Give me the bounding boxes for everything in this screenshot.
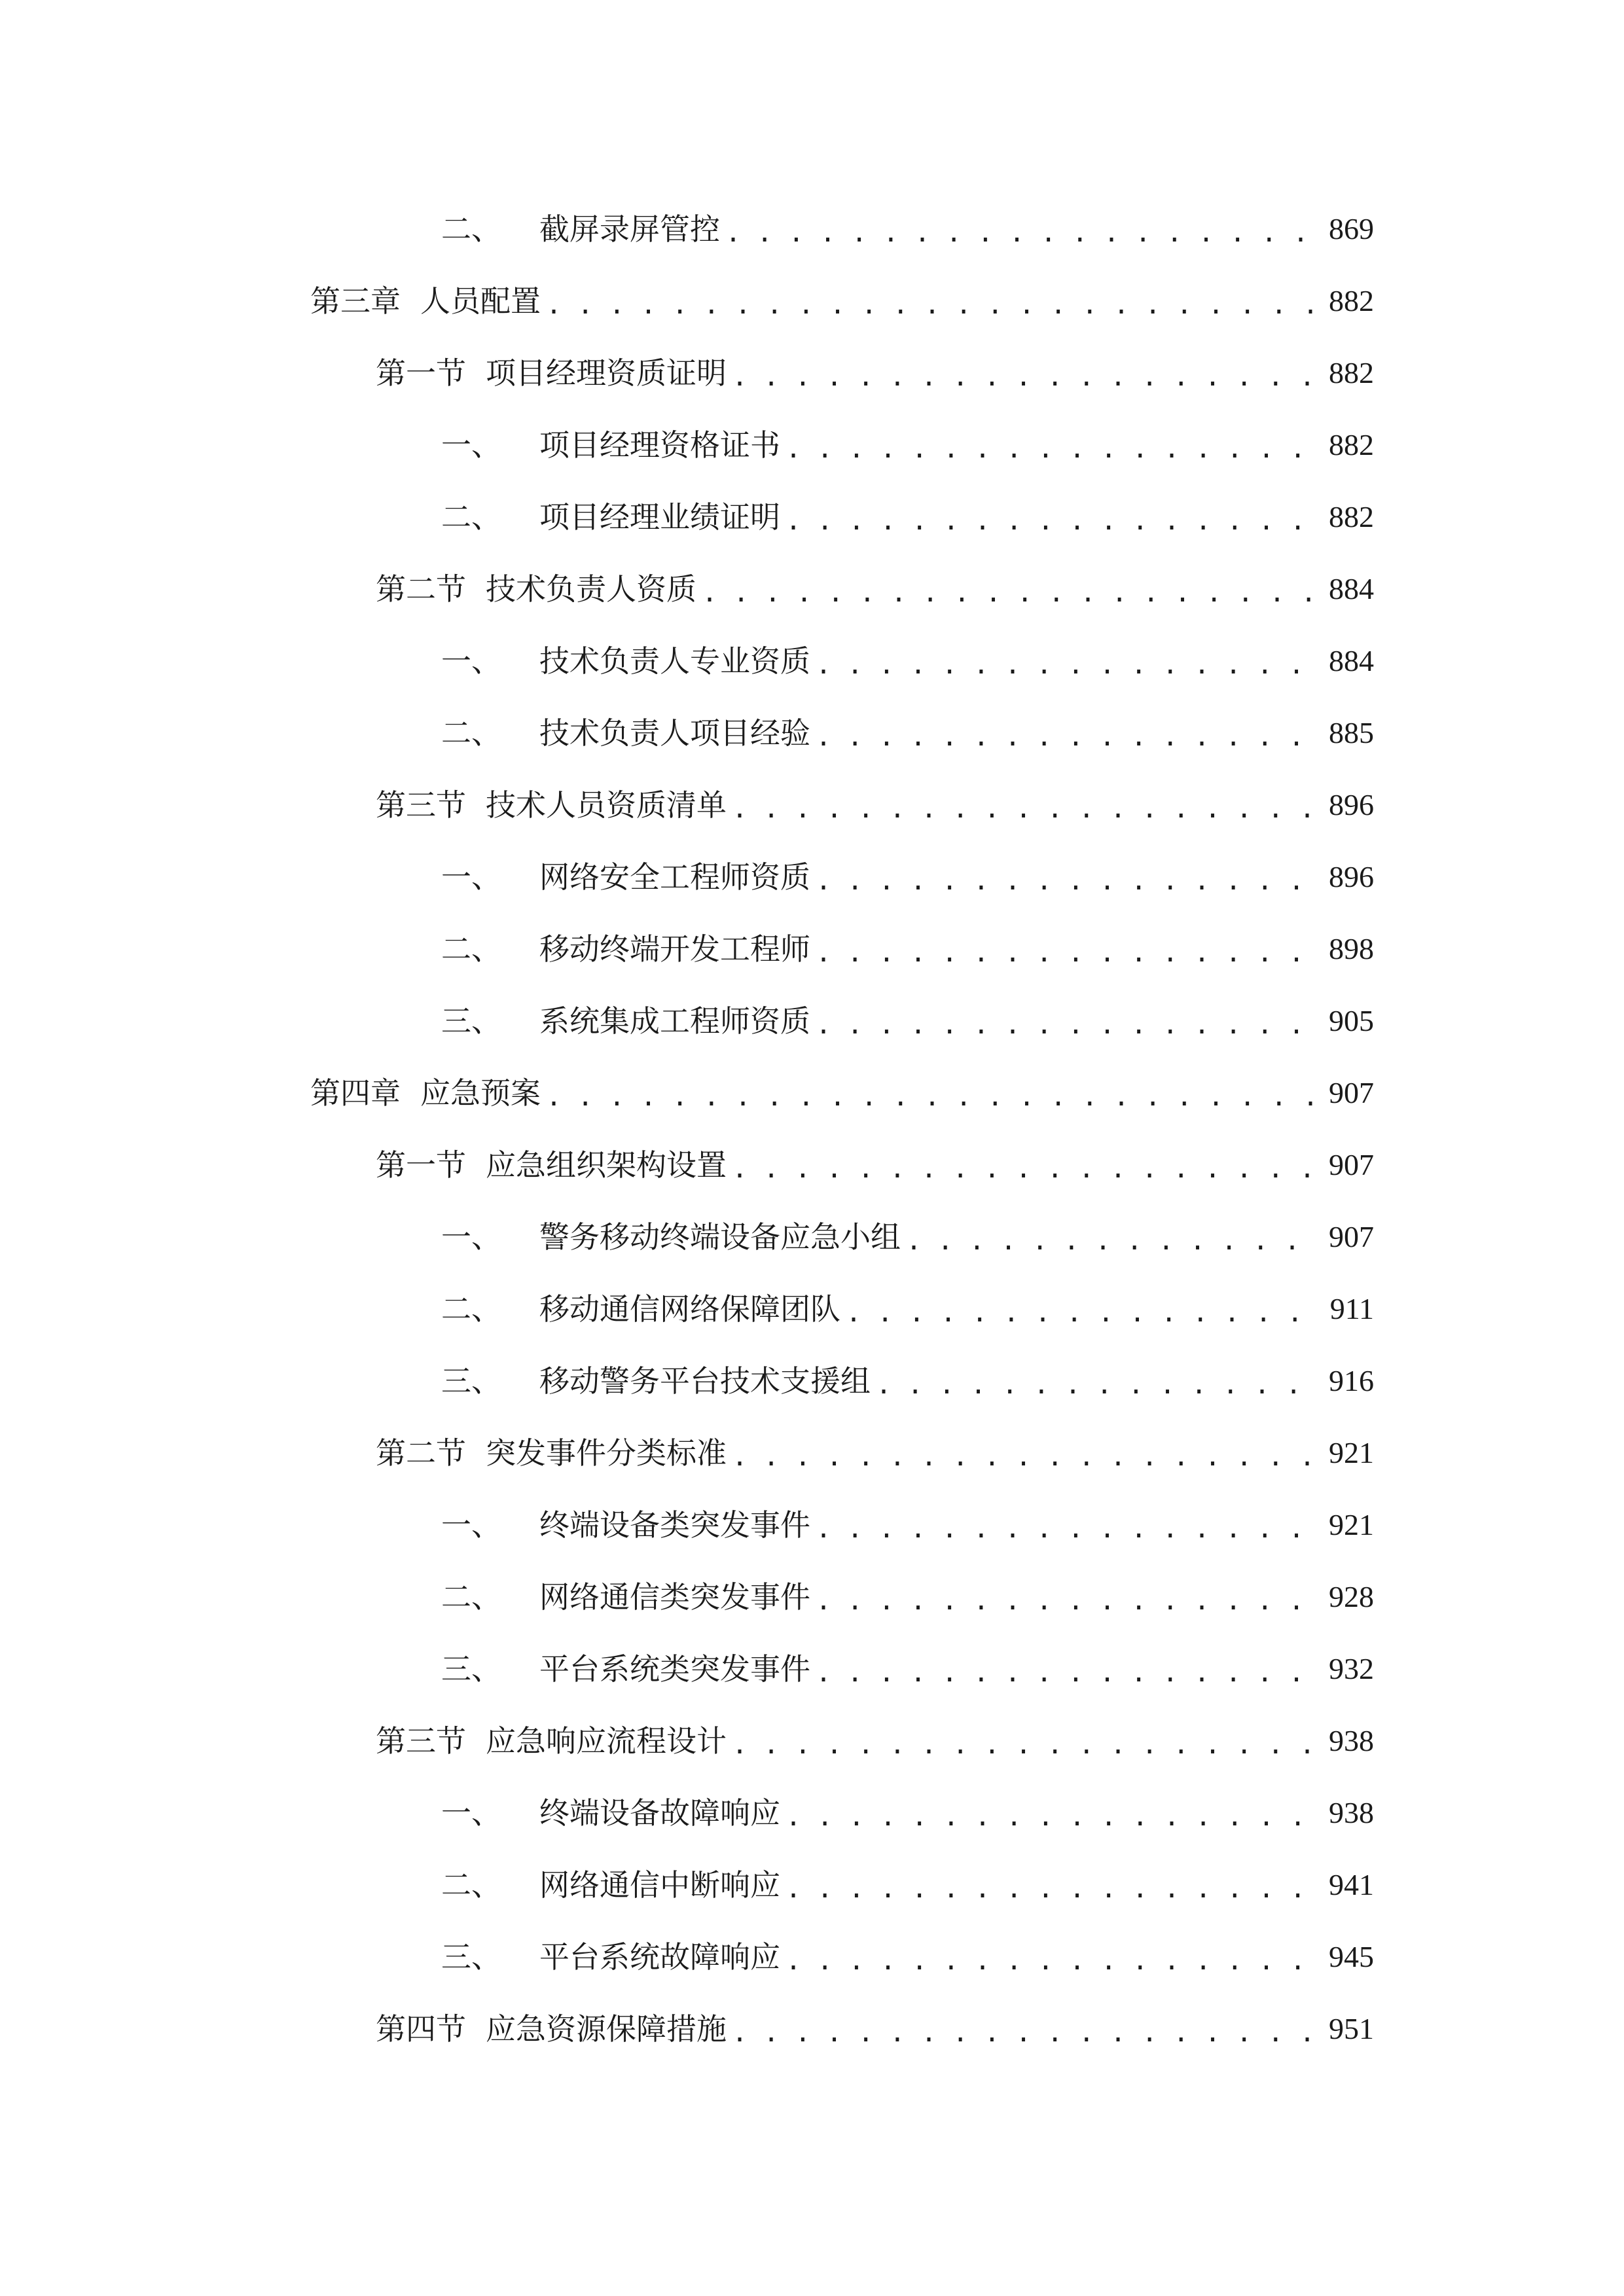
toc-entry-number: 第四节 <box>376 2011 466 2047</box>
toc-entry-page-number: 938 <box>1329 1724 1374 1757</box>
toc-entry-page-number: 898 <box>1329 932 1374 965</box>
toc-entry-title: 项目经理资质证明 <box>486 355 727 391</box>
dot-leader <box>785 1876 1314 1902</box>
toc-entry-number: 二、 <box>441 1291 501 1327</box>
dot-leader <box>816 868 1314 894</box>
dot-leader <box>702 580 1314 606</box>
toc-entry-title: 警务移动终端设备应急小组 <box>539 1219 901 1255</box>
toc-entry-page-number: 911 <box>1329 1292 1374 1325</box>
toc-entry-title: 终端设备类突发事件 <box>539 1507 810 1543</box>
toc-entry-title: 网络通信中断响应 <box>539 1867 780 1903</box>
toc-entry-number: 二、 <box>441 715 501 751</box>
toc-entry-title: 网络通信类突发事件 <box>539 1579 810 1615</box>
toc-entry-page-number: 928 <box>1329 1580 1374 1613</box>
dot-leader <box>816 724 1314 750</box>
toc-entry-number: 三、 <box>441 1939 501 1975</box>
toc-entry-title: 项目经理业绩证明 <box>539 499 780 535</box>
toc-entry-number: 一、 <box>441 859 501 895</box>
toc-entry-page-number: 884 <box>1329 644 1374 677</box>
toc-entry-title: 项目经理资格证书 <box>539 427 780 463</box>
toc-entry-number: 三、 <box>441 1003 501 1039</box>
toc-entry-title: 技术负责人专业资质 <box>539 643 810 679</box>
dot-leader <box>546 1084 1314 1110</box>
toc-entry-number: 二、 <box>441 499 501 535</box>
dot-leader <box>785 436 1314 462</box>
toc-entry-title: 技术负责人资质 <box>486 571 696 607</box>
toc-entry-page-number: 905 <box>1329 1004 1374 1037</box>
toc-entry-page-number: 921 <box>1329 1436 1374 1469</box>
toc-entry[interactable] <box>0 1057 1624 1129</box>
toc-entry[interactable] <box>0 1993 1624 2065</box>
toc-entry-page-number: 907 <box>1329 1220 1374 1253</box>
toc-entry-title: 突发事件分类标准 <box>486 1435 727 1471</box>
toc-entry[interactable] <box>0 1633 1624 1705</box>
toc-entry-number: 第三节 <box>376 787 466 823</box>
dot-leader <box>816 652 1314 678</box>
toc-entry-page-number: 916 <box>1329 1364 1374 1397</box>
toc-entry-title: 平台系统故障响应 <box>539 1939 780 1975</box>
toc-entry-number: 一、 <box>441 1795 501 1831</box>
toc-entry-number: 第四章 <box>310 1075 401 1111</box>
dot-leader <box>785 1948 1314 1974</box>
toc-entry-title: 技术负责人项目经验 <box>539 715 810 751</box>
toc-entry-title: 网络安全工程师资质 <box>539 859 810 895</box>
dot-leader <box>816 1588 1314 1614</box>
toc-entry[interactable] <box>0 1921 1624 1993</box>
dot-leader <box>816 1012 1314 1038</box>
toc-entry-number: 一、 <box>441 1507 501 1543</box>
toc-entry[interactable] <box>0 553 1624 625</box>
toc-entry[interactable] <box>0 985 1624 1057</box>
toc-entry-page-number: 951 <box>1329 2012 1374 2045</box>
dot-leader <box>816 1660 1314 1686</box>
toc-entry-number: 二、 <box>441 211 501 247</box>
dot-leader <box>546 292 1314 318</box>
dot-leader <box>732 364 1314 390</box>
toc-entry[interactable] <box>0 193 1624 265</box>
toc-entry-page-number: 884 <box>1329 572 1374 605</box>
toc-entry-page-number: 907 <box>1329 1148 1374 1181</box>
toc-entry-title: 应急预案 <box>420 1075 541 1111</box>
toc-entry-number: 一、 <box>441 643 501 679</box>
dot-leader <box>732 1444 1314 1470</box>
toc-entry[interactable] <box>0 1201 1624 1273</box>
toc-entry-number: 第三章 <box>310 283 401 319</box>
toc-entry-page-number: 882 <box>1329 428 1374 461</box>
toc-entry-number: 第二节 <box>376 571 466 607</box>
toc-entry-number: 三、 <box>441 1651 501 1687</box>
dot-leader <box>816 1516 1314 1542</box>
toc-entry[interactable] <box>0 1705 1624 1777</box>
toc-entry-number: 一、 <box>441 427 501 463</box>
toc-entry-title: 人员配置 <box>420 283 541 319</box>
toc-entry-page-number: 938 <box>1329 1796 1374 1829</box>
dot-leader <box>816 940 1314 966</box>
toc-entry[interactable] <box>0 1129 1624 1201</box>
toc-entry-title: 终端设备故障响应 <box>539 1795 780 1831</box>
toc-entry-page-number: 907 <box>1329 1076 1374 1109</box>
toc-entry-title: 截屏录屏管控 <box>539 211 720 247</box>
dot-leader <box>785 1804 1314 1830</box>
toc-entry-number: 第三节 <box>376 1723 466 1759</box>
toc-entry-page-number: 932 <box>1329 1652 1374 1685</box>
toc-entry[interactable] <box>0 1345 1624 1417</box>
toc-entry-title: 应急响应流程设计 <box>486 1723 727 1759</box>
dot-leader <box>906 1228 1314 1254</box>
toc-entry-title: 系统集成工程师资质 <box>539 1003 810 1039</box>
toc-entry-page-number: 896 <box>1329 860 1374 893</box>
toc-entry-number: 二、 <box>441 931 501 967</box>
dot-leader <box>725 220 1314 246</box>
toc-entry[interactable] <box>0 1417 1624 1489</box>
dot-leader <box>732 1732 1314 1758</box>
toc-entry-title: 应急资源保障措施 <box>486 2011 727 2047</box>
dot-leader <box>732 1156 1314 1182</box>
toc-entry[interactable] <box>0 1777 1624 1849</box>
toc-entry-page-number: 869 <box>1329 212 1374 245</box>
toc-entry-number: 一、 <box>441 1219 501 1255</box>
toc-entry[interactable] <box>0 481 1624 553</box>
toc-entry-page-number: 896 <box>1329 788 1374 821</box>
toc-entry-title: 技术人员资质清单 <box>486 787 727 823</box>
dot-leader <box>785 508 1314 534</box>
toc-entry-number: 第一节 <box>376 1147 466 1183</box>
toc-entry[interactable] <box>0 409 1624 481</box>
toc-entry-number: 第一节 <box>376 355 466 391</box>
toc-entry-number: 二、 <box>441 1867 501 1903</box>
toc-entry[interactable] <box>0 841 1624 913</box>
toc-entry-page-number: 885 <box>1329 716 1374 749</box>
toc-entry-page-number: 921 <box>1329 1508 1374 1541</box>
toc-entry-title: 移动通信网络保障团队 <box>539 1291 840 1327</box>
toc-entry[interactable] <box>0 1561 1624 1633</box>
dot-leader <box>732 2020 1314 2046</box>
toc-entry[interactable] <box>0 625 1624 697</box>
table-of-contents <box>0 193 1624 2065</box>
toc-entry[interactable] <box>0 913 1624 985</box>
toc-entry[interactable] <box>0 1489 1624 1561</box>
toc-entry-title: 移动警务平台技术支援组 <box>539 1363 871 1399</box>
toc-entry-page-number: 945 <box>1329 1940 1374 1973</box>
toc-entry-title: 应急组织架构设置 <box>486 1147 727 1183</box>
toc-entry-number: 第二节 <box>376 1435 466 1471</box>
toc-entry-page-number: 941 <box>1329 1868 1374 1901</box>
dot-leader <box>846 1300 1316 1326</box>
dot-leader <box>876 1372 1314 1398</box>
toc-entry-page-number: 882 <box>1329 500 1374 533</box>
toc-entry-number: 三、 <box>441 1363 501 1399</box>
toc-entry-page-number: 882 <box>1329 284 1374 317</box>
toc-entry-title: 平台系统类突发事件 <box>539 1651 810 1687</box>
toc-entry[interactable] <box>0 1849 1624 1921</box>
toc-entry[interactable] <box>0 697 1624 769</box>
toc-entry-page-number: 882 <box>1329 356 1374 389</box>
toc-entry-number: 二、 <box>441 1579 501 1615</box>
toc-entry[interactable] <box>0 265 1624 337</box>
toc-entry-title: 移动终端开发工程师 <box>539 931 810 967</box>
toc-entry[interactable] <box>0 1273 1624 1345</box>
dot-leader <box>732 796 1314 822</box>
toc-entry[interactable] <box>0 769 1624 841</box>
toc-entry[interactable] <box>0 337 1624 409</box>
